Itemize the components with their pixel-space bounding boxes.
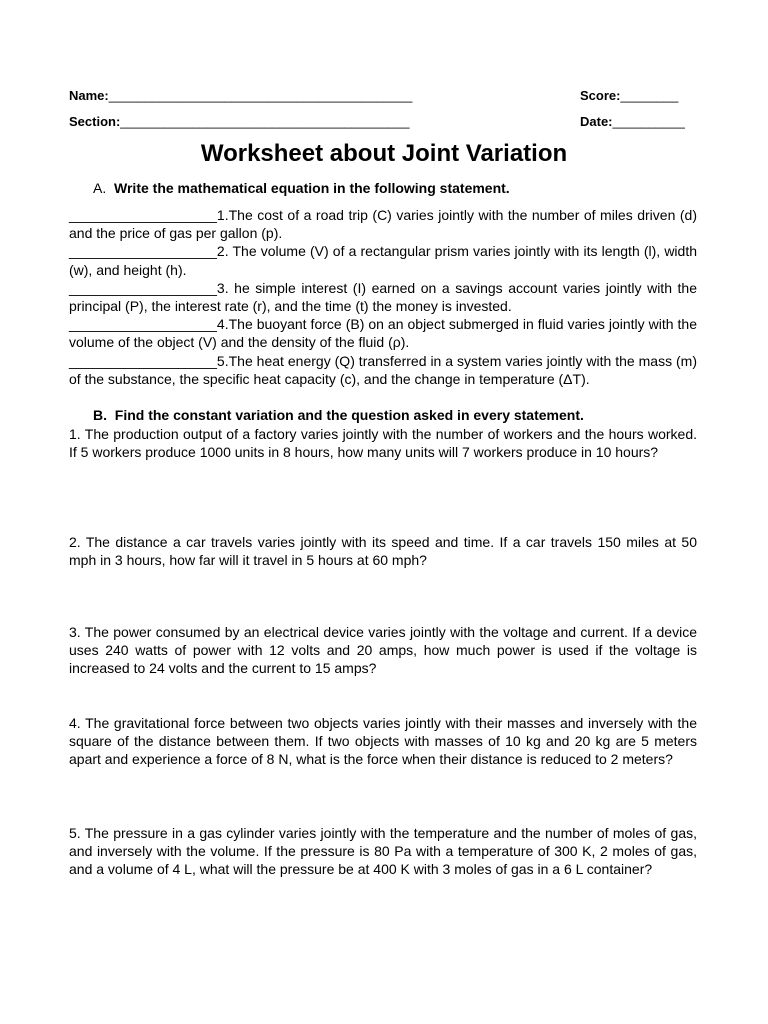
section-a-text: Write the mathematical equation in the following statement. xyxy=(114,180,510,196)
score-label: Score: xyxy=(580,88,621,103)
section-b-problem: 3. The power consumed by an electrical device varies jointly with the voltage and current. If a device uses 240 watts of power with 12 volts and 20 amps, how much power is used if the voltage is increased to 24 volts and the current to 15 amps? xyxy=(69,624,697,677)
section-b-problem: 5. The pressure in a gas cylinder varies jointly with the temperature and the number of moles of gas, and inversely with the volume. If the pressure is 80 Pa with a temperature of 300 K, 2 moles of gas, and a volume of 4 L, what will the pressure be at 400 K with 3 moles of gas in a 6 L container? xyxy=(69,825,697,878)
section-a-item: ___________________1.The cost of a road trip (C) varies jointly with the number of miles driven (d) and the price of gas per gallon (p). xyxy=(69,207,697,242)
section-b-problem: 4. The gravitational force between two objects varies jointly with their masses and inversely with the square of the distance between them. If two objects with masses of 10 kg and 20 kg are 5 meters apart and experience a force of 8 N, what is the force when their distance is reduced to 2 meters? xyxy=(69,715,697,768)
section-a-item: ___________________3. he simple interest (I) earned on a savings account varies jointly with the principal (P), the interest rate (r), and the time (t) the money is invested. xyxy=(69,279,697,315)
section-a-item: ___________________4.The buoyant force (B) on an object submerged in fluid varies jointly with the volume of the object (V) and the density of the fluid (ρ). xyxy=(69,316,697,351)
name-label: Name: xyxy=(69,88,109,103)
date-field[interactable] xyxy=(580,114,685,130)
name-blank[interactable]: __________________________________________ xyxy=(108,88,413,103)
name-field[interactable] xyxy=(69,88,412,104)
worksheet-title: Worksheet about Joint Variation xyxy=(200,140,568,167)
date-blank[interactable]: __________ xyxy=(612,114,685,129)
date-label: Date: xyxy=(580,114,613,129)
section-b-letter: B. xyxy=(93,407,107,423)
section-a-item: ___________________2. The volume (V) of a rectangular prism varies jointly with its length (l), width (w), and height (h). xyxy=(69,243,697,278)
section-a-letter: A. xyxy=(93,180,107,196)
section-b-problem: 1. The production output of a factory varies jointly with the number of workers and the hours worked. If 5 workers produce 1000 units in 8 hours, how many units will 7 workers produce in 10 hours? xyxy=(69,426,697,461)
section-b-text: Find the constant variation and the question asked in every statement. xyxy=(114,407,584,423)
score-field[interactable] xyxy=(580,88,678,104)
section-b-instruction xyxy=(93,406,584,424)
section-blank[interactable]: ________________________________________ xyxy=(120,114,410,129)
score-blank[interactable]: ________ xyxy=(620,88,679,103)
section-field[interactable] xyxy=(69,114,410,130)
section-a-instruction xyxy=(93,179,510,197)
section-label: Section: xyxy=(69,114,121,129)
section-a-items xyxy=(69,206,697,388)
section-b-problem: 2. The distance a car travels varies jointly with its speed and time. If a car travels 150 miles at 50 mph in 3 hours, how far will it travel in 5 hours at 60 mph? xyxy=(69,534,697,569)
section-a-item: ___________________5.The heat energy (Q) transferred in a system varies jointly with the mass (m) of the substance, the specific heat capacity (c), and the change in temperature (ΔT). xyxy=(69,352,697,387)
